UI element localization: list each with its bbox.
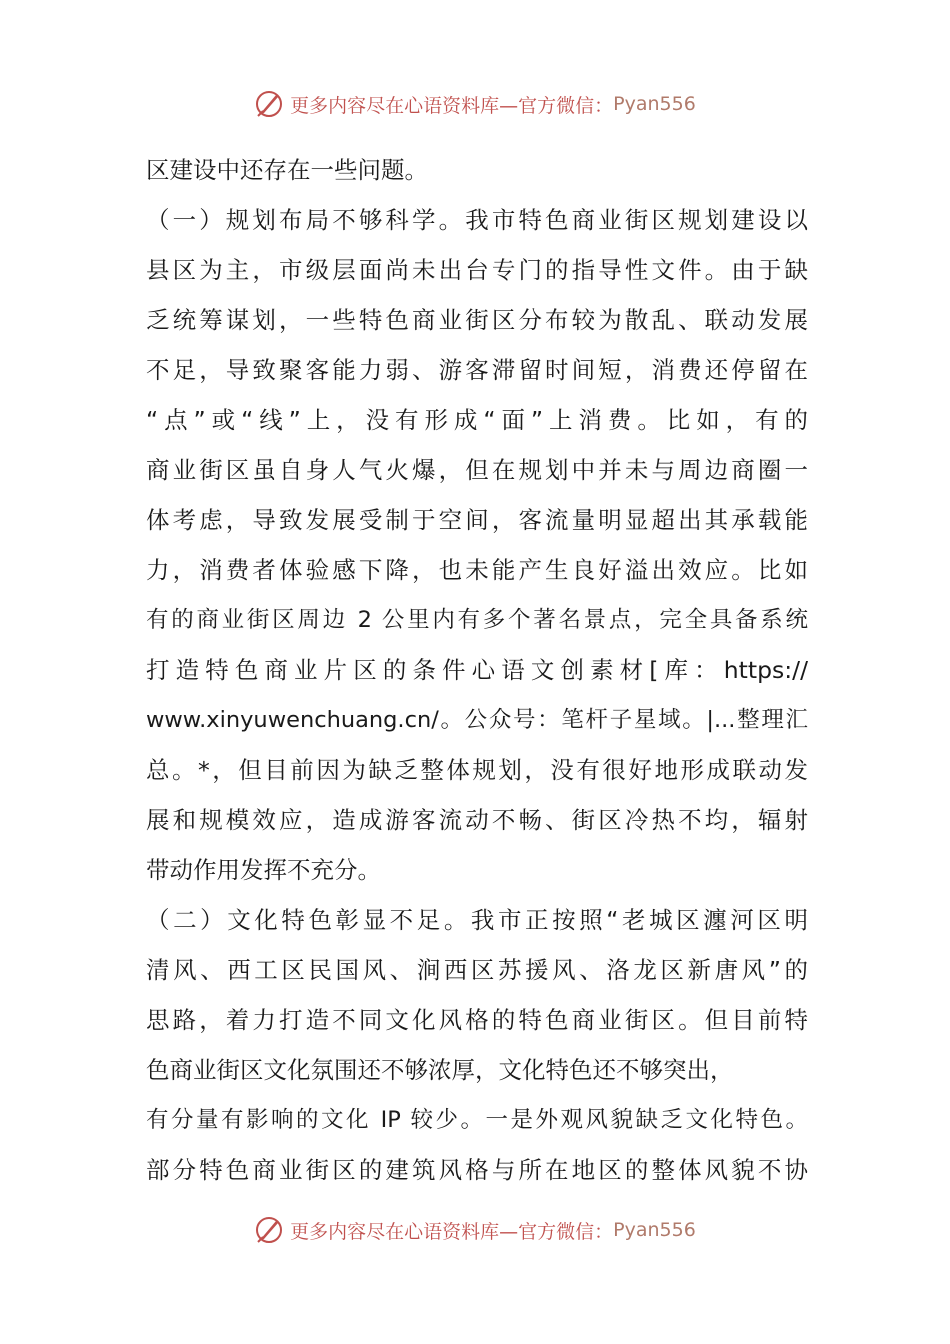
text-line: 展和规模效应，造成游客流动不畅、街区冷热不均，辐射 — [146, 806, 808, 834]
text-line: （一）规划布局不够科学。我市特色商业街区规划建设以 — [146, 206, 808, 234]
text-line: “点”或“线”上，没有形成“面”上消费。比如，有的 — [146, 406, 808, 434]
text-line: 体考虑，导致发展受制于空间，客流量明显超出其承载能 — [146, 506, 808, 534]
watermark-wechat-id: Pyan556 — [613, 93, 696, 115]
text-line: 力，消费者体验感下降，也未能产生良好溢出效应。比如 — [146, 556, 808, 584]
text-line: 商业街区虽自身人气火爆，但在规划中并未与周边商圈一 — [146, 456, 808, 484]
quill-logo-icon — [254, 89, 284, 119]
text-line: 有的商业街区周边 2 公里内有多个著名景点，完全具备系统 — [146, 607, 808, 633]
text-line: 打造特色商业片区的条件心语文创素材[库：https:// — [146, 656, 808, 684]
text-line: 乏统筹谋划，一些特色商业街区分布较为散乱、联动发展 — [146, 306, 808, 334]
header-watermark — [0, 84, 950, 124]
text-line: www.xinyuwenchuang.cn/。公众号：笔杆子星域。|...整理汇 — [146, 707, 808, 733]
text-line: （二）文化特色彰显不足。我市正按照“老城区瀍河区明 — [146, 906, 808, 934]
text-line: 有分量有影响的文化 IP 较少。一是外观风貌缺乏文化特色。 — [146, 1107, 808, 1133]
text-line: 色商业街区文化氛围还不够浓厚，文化特色还不够突出， — [146, 1056, 734, 1084]
text-line: 清风、西工区民国风、涧西区苏援风、洛龙区新唐风”的 — [146, 956, 808, 984]
text-line: 带动作用发挥不充分。 — [146, 856, 381, 884]
document-body — [146, 145, 808, 1195]
text-line: 县区为主，市级层面尚未出台专门的指导性文件。由于缺 — [146, 256, 808, 284]
text-line: 总。*，但目前因为缺乏整体规划，没有很好地形成联动发 — [146, 756, 808, 784]
quill-logo-icon — [254, 1215, 284, 1245]
watermark-text: 更多内容尽在心语资料库—官方微信： — [290, 1220, 614, 1243]
text-line: 思路，着力打造不同文化风格的特色商业街区。但目前特 — [146, 1006, 808, 1034]
footer-watermark — [0, 1210, 950, 1250]
text-line: 部分特色商业街区的建筑风格与所在地区的整体风貌不协 — [146, 1156, 808, 1184]
text-line: 区建设中还存在一些问题。 — [146, 156, 428, 184]
watermark-wechat-id: Pyan556 — [613, 1219, 696, 1241]
text-line: 不足，导致聚客能力弱、游客滞留时间短，消费还停留在 — [146, 356, 808, 384]
watermark-text: 更多内容尽在心语资料库—官方微信： — [290, 94, 614, 117]
